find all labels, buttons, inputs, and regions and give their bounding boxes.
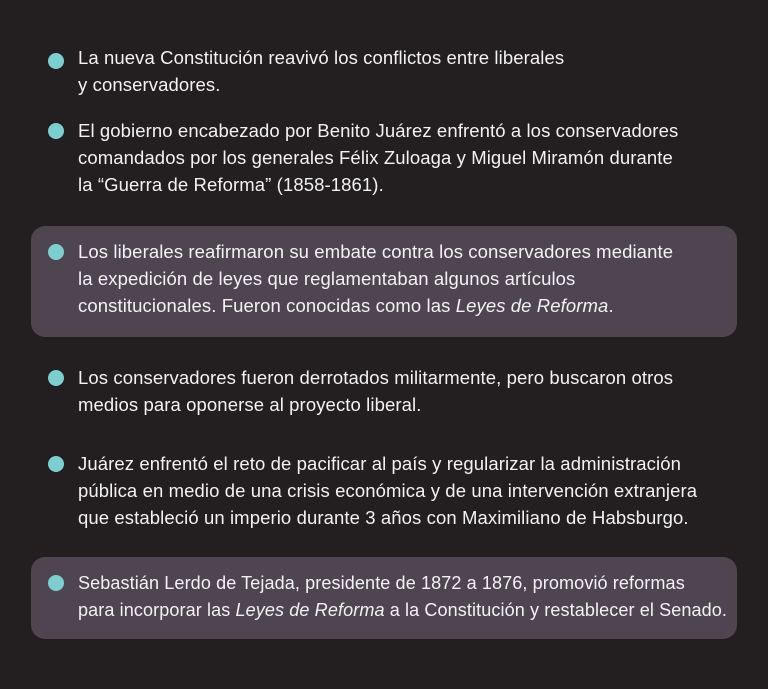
bullet-item-2	[0, 115, 768, 205]
text-segment: comandados por los generales Félix Zuloaga y Miguel Miramón durante	[78, 147, 673, 168]
bullet-item-3-highlighted	[31, 226, 737, 337]
text-line	[78, 265, 673, 292]
text-segment: Los liberales reafirmaron su embate contra los conservadores mediante	[78, 241, 674, 262]
item-text	[78, 364, 673, 418]
text-segment: Sebastián Lerdo de Tejada, presidente de 1872 a 1876, promovió reformas	[78, 572, 685, 593]
text-line	[78, 144, 678, 171]
text-segment: La nueva Constitución reavivó los conflictos entre liberales	[78, 47, 565, 68]
item-text	[78, 117, 678, 198]
text-segment: constitucionales. Fueron conocidas como las	[78, 295, 456, 316]
bullet-dot-icon	[48, 370, 64, 386]
text-line	[78, 364, 673, 391]
text-line	[78, 504, 697, 531]
bullet-dot-icon	[48, 575, 64, 591]
text-segment: para incorporar las	[78, 599, 236, 620]
text-line	[78, 477, 697, 504]
item-text	[78, 238, 673, 319]
item-text	[78, 569, 727, 623]
text-line	[78, 450, 697, 477]
text-segment: Juárez enfrentó el reto de pacificar al país y regularizar la administración	[78, 453, 681, 474]
text-line	[78, 117, 678, 144]
bullet-item-1	[0, 40, 768, 100]
bullet-dot-icon	[48, 244, 64, 260]
text-line	[78, 391, 673, 418]
text-segment: la “Guerra de Reforma” (1858-1861).	[78, 174, 384, 195]
bullet-item-6-highlighted	[31, 557, 737, 639]
text-segment: y conservadores.	[78, 74, 221, 95]
text-segment: pública en medio de una crisis económica y de una intervención extranjera	[78, 480, 698, 501]
text-segment: .	[608, 295, 614, 316]
italic-title: Leyes de Reforma	[455, 295, 609, 316]
text-segment: la expedición de leyes que reglamentaban algunos artículos	[78, 268, 576, 289]
text-line	[78, 171, 678, 198]
text-line	[78, 238, 673, 265]
bullet-item-4	[0, 362, 768, 422]
text-line	[78, 71, 564, 98]
bullet-dot-icon	[48, 456, 64, 472]
italic-title: Leyes de Reforma	[235, 599, 385, 620]
item-text	[78, 44, 564, 98]
item-text	[78, 450, 697, 531]
text-segment: El gobierno encabezado por Benito Juárez enfrentó a los conservadores	[78, 120, 679, 141]
text-segment: medios para oponerse al proyecto liberal.	[78, 394, 422, 415]
bullet-dot-icon	[48, 123, 64, 139]
bullet-dot-icon	[48, 53, 64, 69]
text-segment: Los conservadores fueron derrotados militarmente, pero buscaron otros	[78, 367, 674, 388]
text-segment: a la Constitución y restablecer el Senado.	[384, 599, 728, 620]
text-line	[78, 44, 564, 71]
text-line	[78, 292, 673, 319]
text-segment: que estableció un imperio durante 3 años con Maximiliano de Habsburgo.	[78, 507, 689, 528]
text-line	[78, 596, 727, 623]
text-line	[78, 569, 727, 596]
bullet-item-5	[0, 448, 768, 538]
